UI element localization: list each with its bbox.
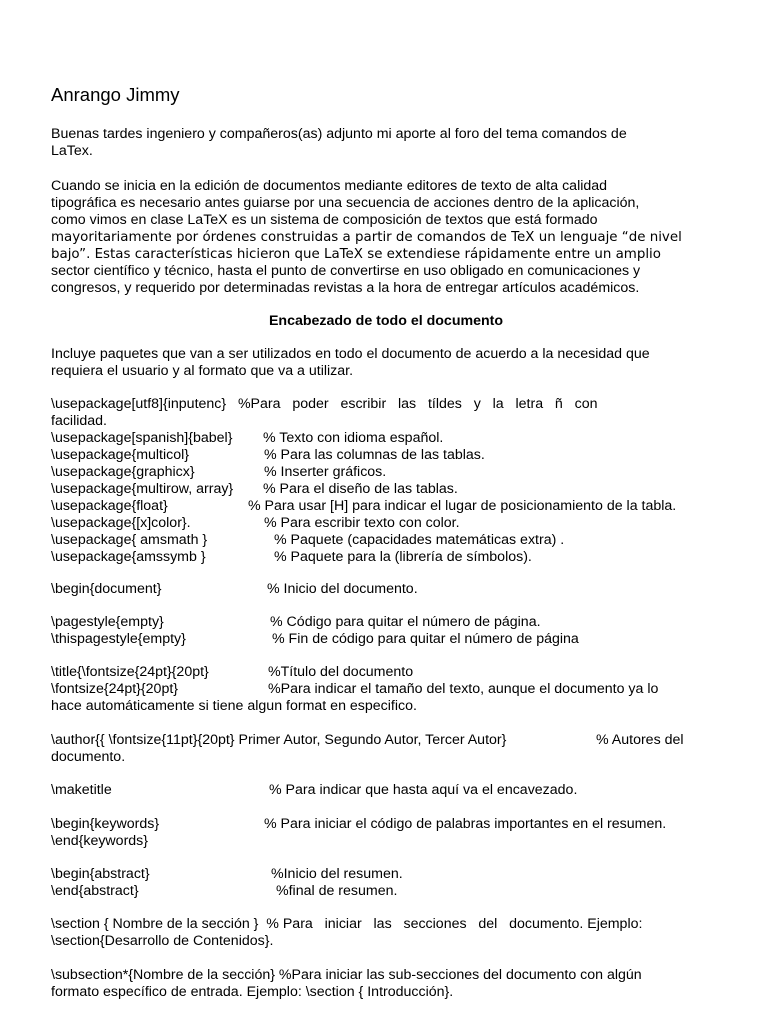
latex-comment: %final de resumen. <box>276 883 398 899</box>
code-line <box>51 816 721 833</box>
code-line <box>51 664 721 681</box>
latex-command: \begin{document} <box>51 581 162 597</box>
code-line <box>51 883 721 900</box>
code-line <box>51 782 721 799</box>
latex-command: \title{\fontsize{24pt}{20pt} <box>51 664 209 680</box>
section-heading: Encabezado de todo el documento <box>268 313 504 329</box>
latex-comment: % Para usar [H] para indicar el lugar de posicionamiento de la tabla. <box>248 498 677 514</box>
latex-comment: % Inicio del documento. <box>267 581 418 597</box>
latex-comment: % Paquete (capacidades matemáticas extra) . <box>274 532 565 548</box>
code-line <box>51 866 721 883</box>
latex-comment: % Para iniciar el código de palabras importantes en el resumen. <box>264 816 667 832</box>
package-line <box>51 515 721 532</box>
text-line: mayoritariamente por órdenes construidas a partir de comandos de TeX un lenguaje “de nivel <box>51 230 682 245</box>
package-line <box>51 532 721 549</box>
section-block <box>51 916 721 950</box>
code-line <box>51 614 721 631</box>
maketitle-block <box>51 782 721 799</box>
code-line <box>51 631 721 648</box>
text-line: formato específico de entrada. Ejemplo: \section { Introducción}. <box>51 984 454 1000</box>
text-line: LaTex. <box>51 143 93 159</box>
latex-comment: % Para el diseño de las tablas. <box>263 481 458 497</box>
text-line: tipográfica es necesario antes guiarse por una secuencia de acciones dentro de la aplicación, <box>51 195 640 211</box>
package-line <box>51 481 721 498</box>
package-line <box>51 498 721 515</box>
author-block <box>51 732 721 766</box>
text-line: \section{Desarrollo de Contenidos}. <box>51 933 274 949</box>
latex-comment: % Paquete para la (librería de símbolos). <box>274 549 532 565</box>
text-line: \section { Nombre de la sección } % Para iniciar las secciones del documento. Ejemplo: <box>51 916 643 932</box>
latex-comment: % Para las columnas de las tablas. <box>264 447 485 463</box>
latex-command: \usepackage{multirow, array} <box>51 481 234 497</box>
package-line <box>51 549 721 566</box>
latex-comment: % Para indicar que hasta aquí va el encavezado. <box>269 782 578 798</box>
latex-comment: %Para indicar el tamaño del texto, aunque el documento ya lo <box>268 681 659 697</box>
abstract-block <box>51 866 721 900</box>
latex-comment: % Texto con idioma español. <box>263 430 444 446</box>
latex-command: \usepackage{[x]color}. <box>51 515 191 531</box>
latex-command: \fontsize{24pt}{20pt} <box>51 681 179 697</box>
packages-intro-paragraph <box>51 346 721 380</box>
package-list <box>51 396 721 566</box>
latex-command: \maketitle <box>51 782 112 798</box>
code-line <box>51 732 721 749</box>
text-line: \subsection*{Nombre de la sección} %Para iniciar las sub-secciones del documento con algún <box>51 967 642 983</box>
latex-command: \usepackage{multicol} <box>51 447 190 463</box>
latex-command: \begin{keywords} <box>51 816 160 832</box>
latex-command: \author{{ \fontsize{11pt}{20pt} Primer Autor, Segundo Autor, Tercer Autor} <box>51 732 507 748</box>
latex-comment: % Código para quitar el número de página. <box>270 614 541 630</box>
intro-paragraph <box>51 126 721 160</box>
text-line: requiera el usuario y al formato que va a utilizar. <box>51 363 354 379</box>
package-line-inputenc: \usepackage[utf8]{inputenc} %Para poder escribir las tíldes y la letra ñ con <box>51 396 598 412</box>
subsection-block <box>51 967 721 1001</box>
latex-comment: % Fin de código para quitar el número de página <box>272 631 579 647</box>
text-line: congresos, y requerido por determinadas revistas a la hora de entregar artículos académicos. <box>51 280 640 296</box>
pagestyle-block <box>51 614 721 648</box>
latex-command: \usepackage{float} <box>51 498 168 514</box>
package-line <box>51 430 721 447</box>
package-line <box>51 464 721 481</box>
code-line <box>51 681 721 698</box>
latex-command: \usepackage[spanish]{babel} <box>51 430 233 446</box>
latex-command: \end{abstract} <box>51 883 139 899</box>
latex-comment: % Para escribir texto con color. <box>264 515 460 531</box>
latex-command: \begin{abstract} <box>51 866 150 882</box>
latex-comment: %Inicio del resumen. <box>271 866 403 882</box>
package-line-inputenc-cont: facilidad. <box>51 413 107 429</box>
text-line: Cuando se inicia en la edición de documentos mediante editores de texto de alta calidad <box>51 178 608 194</box>
author-name: Anrango Jimmy <box>51 84 180 105</box>
keywords-block <box>51 816 721 850</box>
begin-document-block <box>51 581 721 598</box>
text-line: Buenas tardes ingeniero y compañeros(as) adjunto mi aporte al foro del tema comandos de <box>51 126 627 142</box>
text-line: Incluye paquetes que van a ser utilizados en todo el documento de acuerdo a la necesidad que <box>51 346 650 362</box>
package-line <box>51 447 721 464</box>
text-line: hace automáticamente si tiene algun format en especifico. <box>51 698 417 714</box>
description-paragraph <box>51 178 721 297</box>
title-block <box>51 664 721 715</box>
text-line: sector científico y técnico, hasta el punto de convertirse en uso obligado en comunicaciones y <box>51 263 641 279</box>
text-line: documento. <box>51 749 126 765</box>
latex-command: \pagestyle{empty} <box>51 614 164 630</box>
latex-command: \usepackage{amssymb } <box>51 549 206 565</box>
text-line: bajo”. Estas características hicieron que LaTeX se extendiese rápidamente entre un amplio <box>51 247 661 262</box>
latex-comment: % Autores del <box>596 732 684 748</box>
latex-command: \usepackage{graphicx} <box>51 464 195 480</box>
latex-comment: % Inserter gráficos. <box>264 464 387 480</box>
latex-command: \end{keywords} <box>51 833 149 849</box>
latex-comment: %Título del documento <box>268 664 414 680</box>
text-line: como vimos en clase LaTeX es un sistema de composición de textos que está formado <box>51 212 598 228</box>
code-line <box>51 581 721 598</box>
latex-command: \thispagestyle{empty} <box>51 631 186 647</box>
latex-command: \usepackage{ amsmath } <box>51 532 208 548</box>
